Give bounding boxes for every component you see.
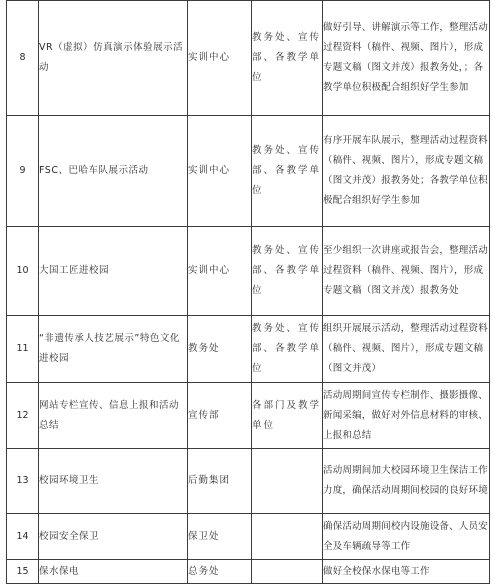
work-requirements: 有序开展车队展示，整理活动过程资料（稿件、视频、图片），形成专题文稿（图文并茂）报教务处；各教学单位积极配合组织好学生参加 xyxy=(323,116,490,227)
activity-name: “非遗传承人技艺展示”特色文化进校园 xyxy=(39,316,188,383)
row-number: 13 xyxy=(7,449,39,514)
lead-department: 实训中心 xyxy=(188,116,252,227)
lead-department: 实训中心 xyxy=(188,227,252,316)
row-number: 9 xyxy=(7,116,39,227)
row-number: 10 xyxy=(7,227,39,316)
table-row xyxy=(7,116,490,227)
table-row xyxy=(7,316,490,383)
cooperating-departments xyxy=(252,560,323,584)
cooperating-departments xyxy=(252,514,323,560)
lead-department: 实训中心 xyxy=(188,1,252,116)
table-row xyxy=(7,1,490,116)
work-requirements: 做好全校保水保电等工作 xyxy=(323,560,490,584)
activity-name: 大国工匠进校园 xyxy=(39,227,188,316)
activity-name: 保水保电 xyxy=(39,560,188,584)
cooperating-departments: 教务处、宣传部、各教学单位 xyxy=(252,316,323,383)
activity-name: VR（虚拟）仿真演示体验展示活动 xyxy=(39,1,188,116)
work-requirements: 确保活动周期间校内设施设备、人员安全及车辆疏导等工作 xyxy=(323,514,490,560)
activity-name: 网站专栏宣传、信息上报和活动总结 xyxy=(39,383,188,449)
row-number: 12 xyxy=(7,383,39,449)
work-requirements: 做好引导、讲解演示等工作，整理活动过程资料（稿件、视频、图片），形成专题文稿（图文并茂）报教务处，；各教学单位积极配合组织好学生参加 xyxy=(323,1,490,116)
table-row xyxy=(7,449,490,514)
activity-name: 校园环境卫生 xyxy=(39,449,188,514)
cooperating-departments: 各部门及教学单位 xyxy=(252,383,323,449)
lead-department: 保卫处 xyxy=(188,514,252,560)
work-requirements: 活动周期间加大校园环境卫生保洁工作力度，确保活动周期间校园的良好环境 xyxy=(323,449,490,514)
lead-department: 教务处 xyxy=(188,316,252,383)
activity-name: FSC、巴哈车队展示活动 xyxy=(39,116,188,227)
cooperating-departments: 教务处、宣传部、各教学单位 xyxy=(252,116,323,227)
lead-department: 宣传部 xyxy=(188,383,252,449)
work-requirements: 活动周期间宣传专栏制作、摄影摄像、新闻采编，做好对外信息材料的审核、上报和总结 xyxy=(323,383,490,449)
lead-department: 后勤集团 xyxy=(188,449,252,514)
activity-name: 校园安全保卫 xyxy=(39,514,188,560)
cooperating-departments: 教务处、宣传部、各教学单位 xyxy=(252,1,323,116)
row-number: 14 xyxy=(7,514,39,560)
row-number: 8 xyxy=(7,1,39,116)
row-number: 15 xyxy=(7,560,39,584)
table-row xyxy=(7,514,490,560)
work-requirements: 至少组织一次讲座或报告会，整理活动过程资料（稿件、视频、图片），形成专题文稿（图文并茂）报教务处 xyxy=(323,227,490,316)
table-row xyxy=(7,560,490,584)
row-number: 11 xyxy=(7,316,39,383)
activity-schedule-table xyxy=(6,0,490,584)
work-requirements: 组织开展展示活动，整理活动过程资料（稿件、视频、图片），形成专题文稿（图文并茂） xyxy=(323,316,490,383)
lead-department: 总务处 xyxy=(188,560,252,584)
table-row xyxy=(7,227,490,316)
table-row xyxy=(7,383,490,449)
cooperating-departments: 教务处、宣传部、各教学单位 xyxy=(252,227,323,316)
cooperating-departments xyxy=(252,449,323,514)
